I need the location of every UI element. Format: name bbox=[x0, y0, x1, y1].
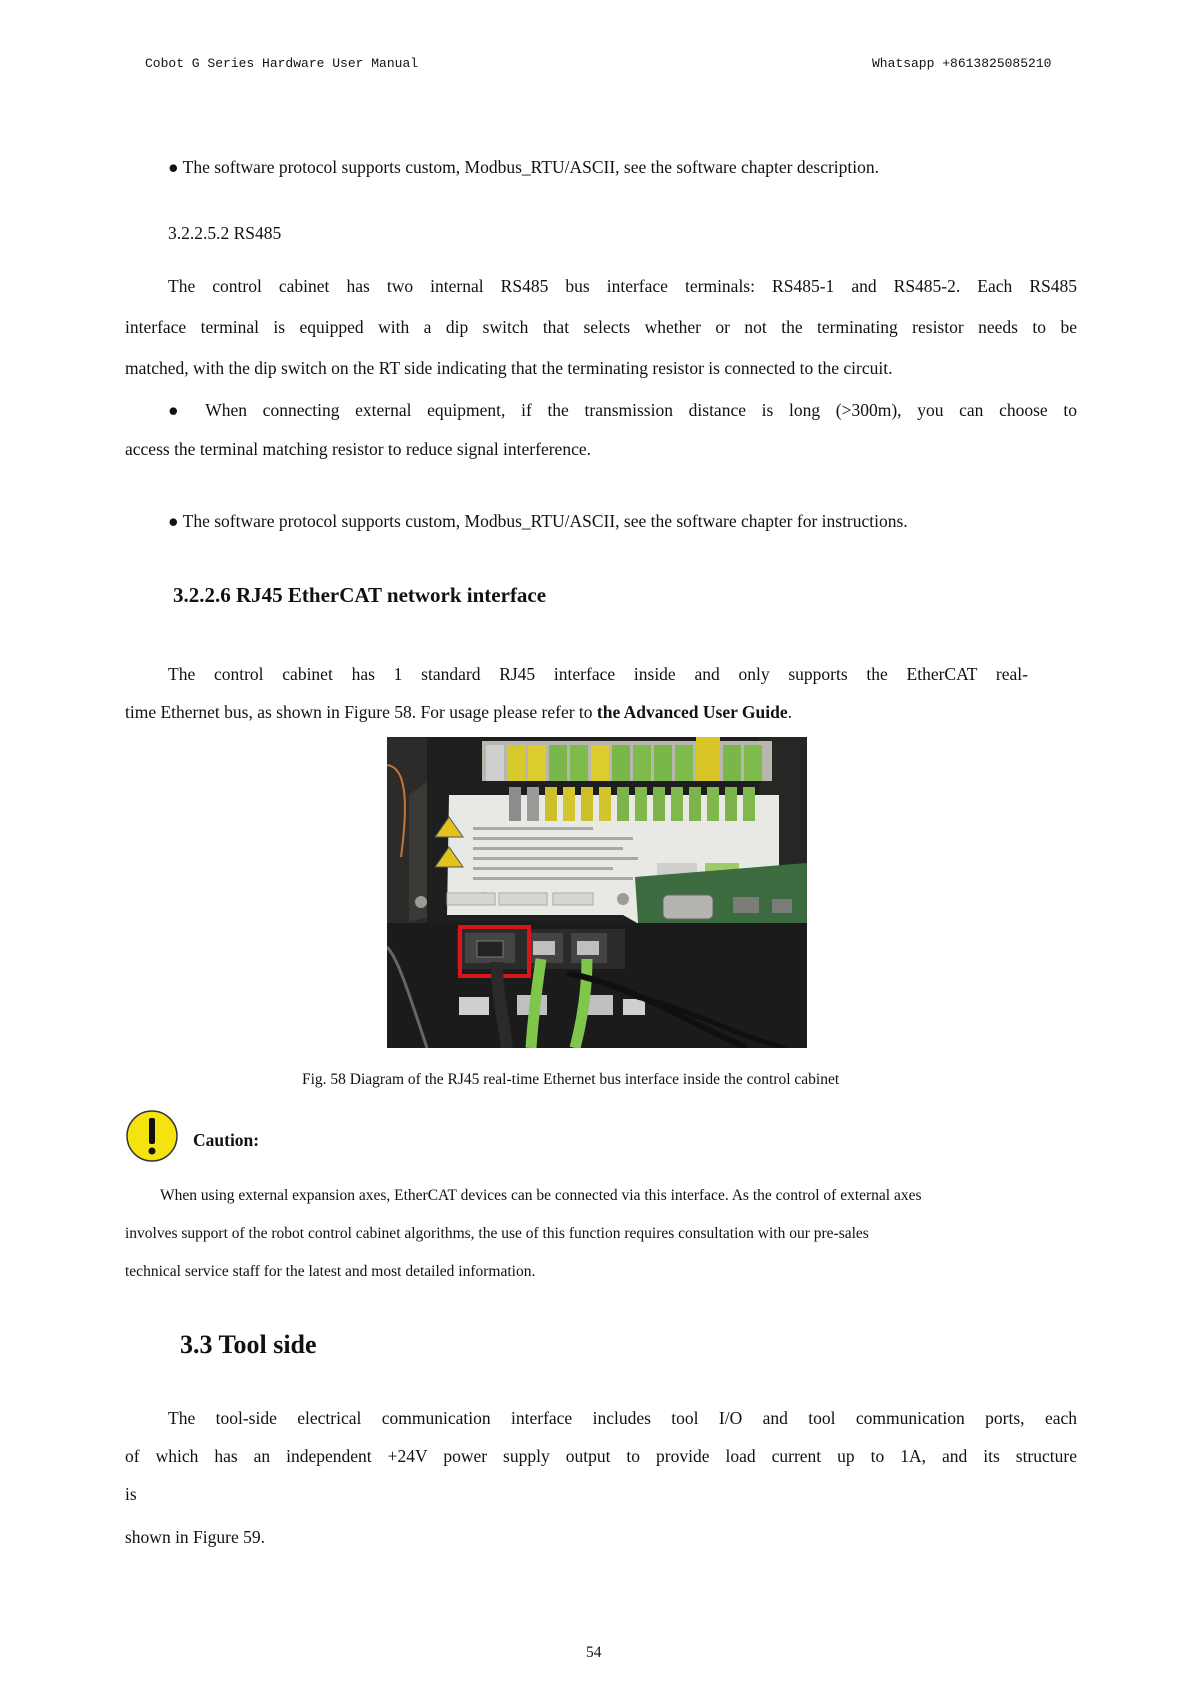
tool-paragraph-line-4: shown in Figure 59. bbox=[125, 1527, 265, 1547]
page-number: 54 bbox=[586, 1644, 602, 1661]
caution-exclamation-icon bbox=[125, 1109, 179, 1163]
rs485-paragraph-line-3: matched, with the dip switch on the RT side indicating that the terminating resistor is connected to the circuit. bbox=[125, 358, 893, 378]
running-header-left: Cobot G Series Hardware User Manual bbox=[145, 56, 419, 71]
figure-58-photo bbox=[387, 737, 807, 1048]
rs485-paragraph-line-1: The control cabinet has two internal RS485 bus interface terminals: RS485-1 and RS485-2. Each RS485 bbox=[168, 276, 1077, 296]
section-heading-rj45: 3.2.2.6 RJ45 EtherCAT network interface bbox=[173, 583, 547, 607]
rs485-bullet-software: ● The software protocol supports custom, Modbus_RTU/ASCII, see the software chapter for instructions. bbox=[168, 511, 908, 531]
bullet-software-protocol: ● The software protocol supports custom, Modbus_RTU/ASCII, see the software chapter description. bbox=[168, 157, 879, 177]
tool-paragraph-line-2: of which has an independent +24V power supply output to provide load current up to 1A, and its structure bbox=[125, 1446, 1077, 1466]
caution-text-line-3: technical service staff for the latest and most detailed information. bbox=[125, 1263, 536, 1280]
rs485-bullet-line-1: ● When connecting external equipment, if the transmission distance is long (>300m), you can choose to bbox=[168, 400, 1077, 420]
rj45-paragraph-line-1: The control cabinet has 1 standard RJ45 interface inside and only supports the EtherCAT real- bbox=[168, 664, 1028, 684]
rs485-paragraph-line-2: interface terminal is equipped with a dip switch that selects whether or not the terminating resistor needs to be bbox=[125, 317, 1077, 337]
tool-paragraph-line-1: The tool-side electrical communication interface includes tool I/O and tool communication ports, each bbox=[168, 1408, 1077, 1428]
running-header-right: Whatsapp +8613825085210 bbox=[872, 56, 1052, 71]
caution-title: Caution: bbox=[193, 1130, 260, 1150]
rj45-paragraph-line-2: time Ethernet bus, as shown in Figure 58. For usage please refer to the Advanced User Guide. bbox=[125, 702, 793, 722]
caution-text-line-2: involves support of the robot control cabinet algorithms, the use of this function requires consultation with our pre-sales bbox=[125, 1225, 869, 1242]
caution-text-line-1: When using external expansion axes, EtherCAT devices can be connected via this interface. As the control of external axes bbox=[160, 1187, 922, 1204]
section-heading-rs485: 3.2.2.5.2 RS485 bbox=[168, 223, 282, 243]
rs485-bullet-line-2: access the terminal matching resistor to reduce signal interference. bbox=[125, 439, 591, 459]
tool-paragraph-line-3: is bbox=[125, 1484, 137, 1504]
section-heading-tool-side: 3.3 Tool side bbox=[180, 1330, 317, 1359]
advanced-user-guide-reference: the Advanced User Guide bbox=[596, 702, 788, 722]
figure-58-caption: Fig. 58 Diagram of the RJ45 real-time Ethernet bus interface inside the control cabinet bbox=[302, 1071, 840, 1088]
